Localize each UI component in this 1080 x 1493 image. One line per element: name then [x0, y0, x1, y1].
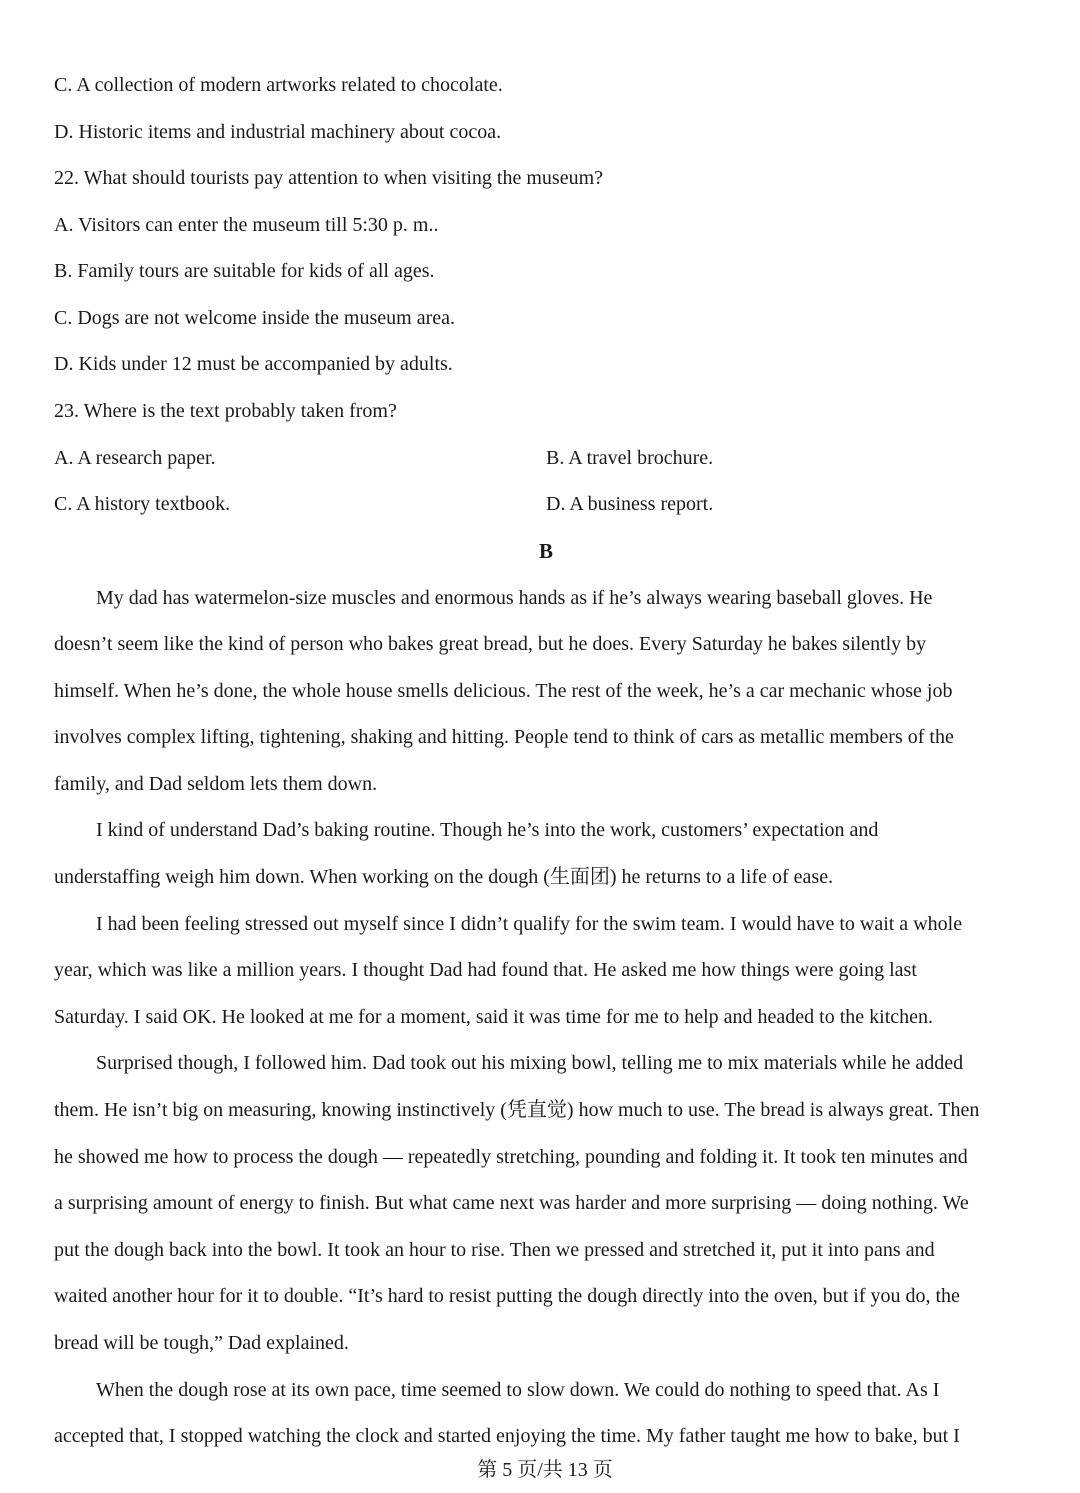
passage-line: a surprising amount of energy to finish. But what came next was harder and more surprising — doing nothing. We [54, 1192, 969, 1214]
passage-line: involves complex lifting, tightening, shaking and hitting. People tend to think of cars as metallic members of the [54, 726, 954, 748]
passage-line: I kind of understand Dad’s baking routine. Though he’s into the work, customers’ expectation and [96, 819, 879, 841]
passage-line: Saturday. I said OK. He looked at me for a moment, said it was time for me to help and headed to the kitchen. [54, 1006, 934, 1028]
passage-line: waited another hour for it to double. “It’s hard to resist putting the dough directly into the oven, but if you do, the [54, 1285, 960, 1307]
passage-line: family, and Dad seldom lets them down. [54, 773, 378, 795]
q22-option-d: D. Kids under 12 must be accompanied by adults. [54, 353, 453, 375]
passage-line: understaffing weigh him down. When working on the dough (生面团) he returns to a life of ease. [54, 866, 834, 888]
q23-option-a: A. A research paper. [54, 447, 216, 469]
passage-line: doesn’t seem like the kind of person who bakes great bread, but he does. Every Saturday he bakes silently by [54, 633, 927, 655]
q23-option-c: C. A history textbook. [54, 493, 231, 515]
page-number-footer: 第 5 页/共 13 页 [477, 1459, 613, 1481]
passage-line: he showed me how to process the dough — repeatedly stretching, pounding and folding it. It took ten minutes and [54, 1146, 968, 1168]
passage-line: himself. When he’s done, the whole house smells delicious. The rest of the week, he’s a car mechanic whose job [54, 680, 953, 702]
passage-line: I had been feeling stressed out myself since I didn’t qualify for the swim team. I would have to wait a whole [96, 913, 963, 935]
q22-option-a: A. Visitors can enter the museum till 5:30 p. m.. [54, 214, 439, 236]
section-title: B [538, 539, 553, 563]
passage-line: When the dough rose at its own pace, time seemed to slow down. We could do nothing to speed that. As I [96, 1379, 940, 1401]
q21-option-d: D. Historic items and industrial machinery about cocoa. [54, 121, 502, 143]
passage-line: accepted that, I stopped watching the clock and started enjoying the time. My father taught me how to bake, but I [54, 1425, 960, 1447]
q23-question: 23. Where is the text probably taken from? [54, 400, 397, 422]
q22-option-b: B. Family tours are suitable for kids of all ages. [54, 260, 435, 282]
passage-line: put the dough back into the bowl. It took an hour to rise. Then we pressed and stretched it, put it into pans and [54, 1239, 935, 1261]
passage-line: Surprised though, I followed him. Dad took out his mixing bowl, telling me to mix materials while he added [96, 1052, 964, 1074]
passage-line: bread will be tough,” Dad explained. [54, 1332, 349, 1354]
q23-option-b: B. A travel brochure. [546, 447, 714, 469]
q21-option-c: C. A collection of modern artworks related to chocolate. [54, 74, 503, 96]
q22-question: 22. What should tourists pay attention to when visiting the museum? [54, 167, 604, 189]
passage-line: year, which was like a million years. I thought Dad had found that. He asked me how things were going last [54, 959, 917, 981]
passage-line: My dad has watermelon-size muscles and enormous hands as if he’s always wearing baseball gloves. He [96, 587, 933, 609]
q22-option-c: C. Dogs are not welcome inside the museum area. [54, 307, 455, 329]
passage-line: them. He isn’t big on measuring, knowing instinctively (凭直觉) how much to use. The bread is always great. Then [54, 1099, 980, 1121]
q23-option-d: D. A business report. [546, 493, 714, 515]
